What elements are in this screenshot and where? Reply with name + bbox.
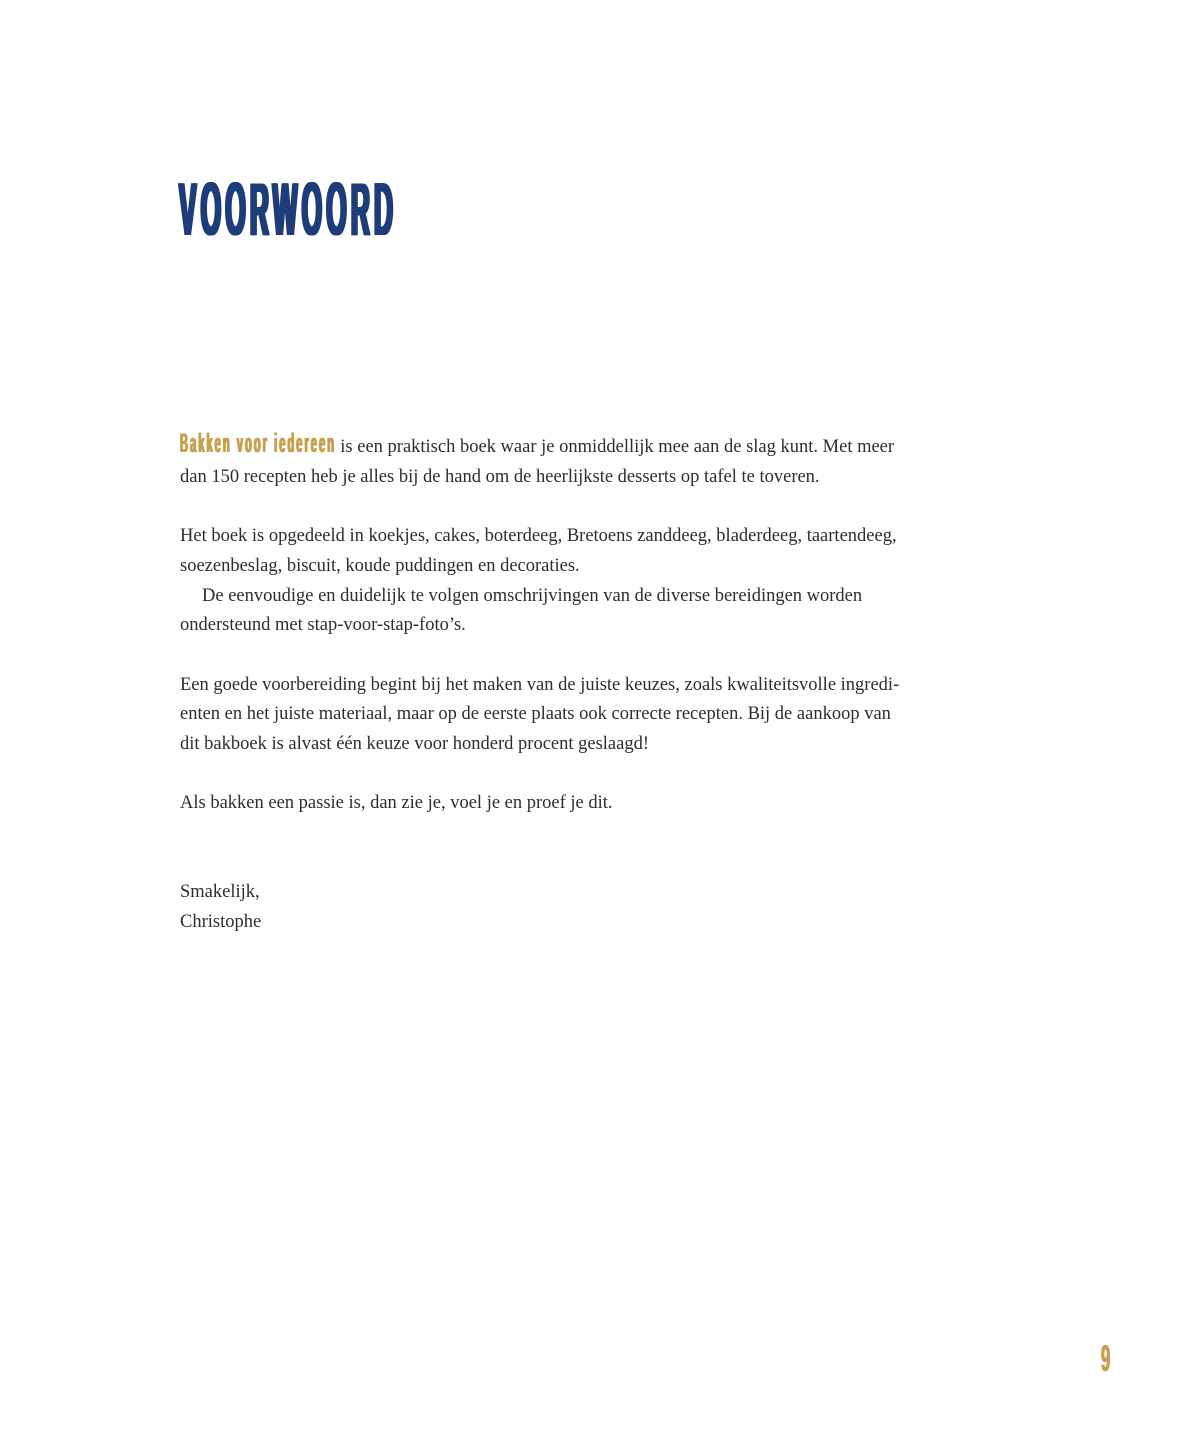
paragraph-structure	[180, 522, 992, 641]
text-line: dit bakboek is alvast één keuze voor honderd procent geslaagd!	[180, 734, 650, 754]
text-line: Een goede voorbereiding begint bij het maken van de juiste keuzes, zoals kwaliteitsvolle ingredi-	[180, 674, 900, 695]
signoff-greeting: Smakelijk,	[180, 882, 260, 903]
foreword-text	[180, 430, 992, 968]
text-line	[180, 430, 992, 463]
signoff-author: Christophe	[180, 912, 262, 933]
paragraph-preparation	[180, 671, 992, 760]
text-line-content: is een praktisch boek waar je onmiddellijk mee aan de slag kunt. Met meer	[340, 437, 895, 457]
paragraph-passion	[180, 789, 992, 819]
signoff	[180, 878, 992, 937]
page-title: VOORWOORD	[179, 167, 398, 251]
text-line: soezenbeslag, biscuit, koude puddingen en decoraties.	[180, 555, 580, 576]
text-line: dan 150 recepten heb je alles bij de hand om de heerlijkste desserts op tafel te toveren.	[180, 466, 820, 487]
book-title-lead-in: Bakken voor iedereen	[180, 428, 337, 458]
text-line: Als bakken een passie is, dan zie je, voel je en proef je dit.	[180, 793, 613, 814]
page-number: 9	[1101, 1338, 1111, 1379]
text-line: ondersteund met stap-voor-stap-foto’s.	[180, 615, 466, 636]
text-line: De eenvoudige en duidelijk te volgen omschrijvingen van de diverse bereidingen worden	[202, 585, 863, 606]
text-line: enten en het juiste materiaal, maar op de eerste plaats ook correcte recepten. Bij de aankoop van	[180, 704, 891, 725]
paragraph-intro	[180, 430, 992, 492]
text-line: Het boek is opgedeeld in koekjes, cakes, boterdeeg, Bretoens zanddeeg, bladerdeeg, taartendeeg,	[180, 526, 897, 547]
